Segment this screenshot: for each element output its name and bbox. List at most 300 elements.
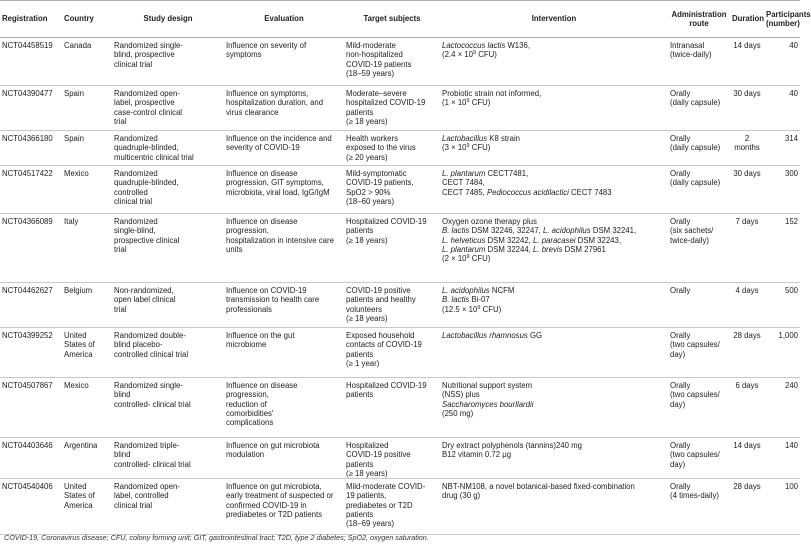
evaluation-line: symptoms [226, 50, 262, 60]
target-subjects-line: (18–60 years) [346, 196, 395, 206]
intervention-text: CFU) [476, 50, 497, 60]
target-subjects-line: (≥ 20 years) [346, 152, 388, 162]
header-participants: Participants (number) [764, 1, 800, 38]
study-design-line: clinical trial [114, 500, 153, 510]
study-design-line: blind [114, 450, 131, 460]
administration-route-cell [668, 86, 730, 131]
intervention-text: CFU) [469, 143, 491, 153]
intervention-text: DSM 32242, [485, 235, 534, 245]
target-subjects-line: volunteers [346, 304, 382, 314]
intervention-text: Oxygen ozone therapy plus [442, 217, 537, 226]
administration-route-line: day) [670, 349, 686, 359]
country-line: Italy [64, 217, 79, 226]
species-name: Lactobacillus [442, 134, 488, 143]
study-design-line: Randomized single- [114, 381, 183, 390]
header-row [0, 1, 800, 38]
study-design-line: controlled- clinical trial [114, 459, 191, 469]
study-design-line: blind placebo- [114, 340, 163, 350]
target-subjects-line: (18–59 years) [346, 68, 395, 78]
header-evaluation: Evaluation [224, 1, 344, 38]
target-subjects-line: COVID-19 positive [346, 286, 411, 295]
duration-cell: 30 days [730, 86, 764, 131]
table-row [0, 328, 800, 378]
administration-route-cell [668, 166, 730, 214]
intervention-line [442, 331, 666, 340]
evaluation-line: Influence on COVID-19 [226, 286, 307, 295]
target-subjects-cell [344, 283, 440, 328]
evaluation-line: Influence on disease [226, 217, 298, 226]
country-line: America [64, 500, 93, 510]
administration-route-line: (daily capsule) [670, 143, 721, 153]
study-design-line: trial [114, 304, 127, 314]
intervention-line [442, 441, 666, 450]
study-design-line: Randomized double- [114, 331, 186, 340]
table-footnote: COVID-19, Coronavirus disease; CFU, colony forming unit; GIT, gastrointestinal tract; T2D, type 2 diabetes; SpO2, oxygen saturation. [4, 533, 429, 542]
table-row [0, 283, 800, 328]
evaluation-line: comorbidities' [226, 408, 274, 418]
country-line: United [64, 331, 87, 340]
country-line: Spain [64, 89, 84, 98]
country-line: States of [64, 340, 95, 350]
registration-cell: NCT04390477 [0, 86, 62, 131]
target-subjects-line: (≥ 18 years) [346, 235, 388, 245]
country-line: Canada [64, 41, 92, 50]
target-subjects-cell [344, 166, 440, 214]
registration-cell: NCT04507867 [0, 378, 62, 438]
target-subjects-line: contacts of COVID-19 [346, 340, 422, 350]
registration-cell: NCT04403646 [0, 438, 62, 479]
registration-cell: NCT04517422 [0, 166, 62, 214]
intervention-text: K8 strain [487, 134, 521, 143]
intervention-cell [440, 283, 668, 328]
evaluation-line: prediabetes or T2D patients [226, 510, 323, 520]
evaluation-line: microbiome [226, 340, 267, 350]
species-name: L. plantarum [442, 169, 486, 178]
species-name: Lactococcus lactis [442, 41, 506, 50]
exponent: 9 [466, 143, 470, 150]
country-cell [62, 328, 112, 378]
target-subjects-line: COVID-19 patients, [346, 178, 414, 188]
study-design-line: quadruple-blinded, [114, 143, 179, 153]
evaluation-line: progression, [226, 390, 269, 400]
header-administration-route: Administration route [668, 1, 730, 38]
administration-route-cell [668, 131, 730, 166]
administration-route-cell [668, 214, 730, 283]
target-subjects-line: Mild-moderate COVID- [346, 482, 426, 492]
evaluation-line: hospitalization in intensive care [226, 235, 334, 245]
country-cell [62, 38, 112, 86]
target-subjects-line: (≥ 18 years) [346, 468, 388, 478]
duration-cell: 6 days [730, 378, 764, 438]
intervention-line [442, 188, 666, 197]
intervention-text: DSM 32243, [575, 235, 622, 245]
evaluation-line: virus clearance [226, 107, 279, 117]
target-subjects-line: 19 patients, [346, 491, 387, 501]
intervention-text: NCFM [489, 286, 515, 295]
study-design-line: trial [114, 244, 127, 254]
administration-route-line: day) [670, 459, 686, 469]
evaluation-line: Influence on gut microbiota [226, 441, 320, 450]
target-subjects-cell [344, 214, 440, 283]
study-design-line: multicentric clinical trial [114, 152, 194, 162]
evaluation-line: Influence on symptoms, [226, 89, 309, 98]
intervention-line [442, 50, 666, 59]
evaluation-line: confirmed COVID-19 in [226, 500, 307, 510]
species-name: L. brevis [533, 244, 563, 254]
target-subjects-line: Moderate–severe [346, 89, 407, 98]
table-row [0, 131, 800, 166]
evaluation-line: units [226, 244, 243, 254]
target-subjects-line: (≥ 18 years) [346, 313, 388, 323]
registration-cell: NCT04399252 [0, 328, 62, 378]
duration-cell: 28 days [730, 328, 764, 378]
study-design-line: case-control clinical [114, 107, 183, 117]
intervention-line [442, 98, 666, 107]
administration-route-line: (six sachets/ [670, 226, 714, 236]
species-name: B. lactis [442, 295, 470, 305]
study-design-cell [112, 283, 224, 328]
target-subjects-line: non-hospitalized [346, 50, 403, 60]
evaluation-line: hospitalization duration, and [226, 98, 324, 108]
intervention-text: DSM 32246, 32247, [469, 226, 543, 236]
country-cell [62, 166, 112, 214]
intervention-line [442, 245, 666, 254]
administration-route-cell [668, 328, 730, 378]
administration-route-cell [668, 438, 730, 479]
administration-route-line: Orally [670, 217, 691, 226]
administration-route-line: Orally [670, 286, 691, 295]
target-subjects-line: Health workers [346, 134, 398, 143]
administration-route-line: (daily capsule) [670, 98, 721, 108]
administration-route-line: (4 times-daily) [670, 491, 719, 501]
participants-cell: 140 [764, 438, 800, 479]
registration-cell: NCT04540406 [0, 479, 62, 535]
table-row [0, 438, 800, 479]
intervention-line [442, 89, 666, 98]
duration-cell: 7 days [730, 214, 764, 283]
participants-cell: 40 [764, 38, 800, 86]
study-design-line: clinical trial [114, 59, 153, 69]
evaluation-cell [224, 214, 344, 283]
evaluation-line: professionals [226, 304, 272, 314]
intervention-line [442, 217, 666, 226]
intervention-text: CECT 7483 [568, 187, 612, 197]
study-design-line: prospective clinical [114, 235, 180, 245]
evaluation-cell [224, 86, 344, 131]
intervention-text: (3 × 10 [442, 143, 467, 153]
intervention-line [442, 178, 666, 187]
country-cell [62, 479, 112, 535]
evaluation-line: reduction of [226, 399, 267, 409]
country-line: Spain [64, 134, 84, 143]
target-subjects-line: Mild-symptomatic [346, 169, 407, 178]
target-subjects-cell [344, 438, 440, 479]
intervention-line [442, 482, 666, 491]
target-subjects-line: SpO2 > 90% [346, 187, 391, 197]
study-design-line: Randomized [114, 134, 158, 143]
study-design-cell [112, 438, 224, 479]
evaluation-cell [224, 283, 344, 328]
study-design-line: Randomized [114, 217, 158, 226]
country-line: America [64, 349, 93, 359]
study-design-line: label, controlled [114, 491, 169, 501]
study-design-line: trial [114, 116, 127, 126]
header-country: Country [62, 1, 112, 38]
duration-cell: 14 days [730, 38, 764, 86]
registration-cell: NCT04366089 [0, 214, 62, 283]
study-design-cell [112, 328, 224, 378]
target-subjects-line: patients [346, 226, 374, 236]
study-design-cell [112, 378, 224, 438]
administration-route-line: (two capsules/ [670, 450, 720, 460]
intervention-line [442, 254, 666, 263]
intervention-line [442, 491, 666, 500]
intervention-text: (12.5 × 10 [442, 304, 478, 314]
intervention-line [442, 450, 666, 459]
country-line: Mexico [64, 169, 89, 178]
intervention-line [442, 381, 666, 390]
intervention-text: DSM 27961 [562, 244, 606, 254]
target-subjects-line: Hospitalized [346, 441, 389, 450]
exponent: 9 [473, 50, 477, 57]
intervention-text: Dry extract polyphenols (tannins)240 mg [442, 441, 582, 450]
header-intervention: Intervention [440, 1, 668, 38]
intervention-text: CFU) [480, 304, 502, 314]
intervention-text: (NSS) plus [442, 390, 480, 400]
intervention-cell [440, 328, 668, 378]
participants-cell: 300 [764, 166, 800, 214]
evaluation-line: progression, [226, 226, 269, 236]
study-design-line: clinical trial [114, 196, 153, 206]
study-design-line: controlled [114, 187, 148, 197]
species-name: B. lactis [442, 226, 470, 236]
administration-route-line: Orally [670, 89, 691, 98]
intervention-line [442, 143, 666, 152]
intervention-line [442, 236, 666, 245]
intervention-text: drug (30 g) [442, 491, 481, 501]
intervention-text: (2 × 10 [442, 254, 467, 264]
administration-route-cell [668, 479, 730, 535]
study-design-line: Randomized triple- [114, 441, 180, 450]
administration-route-line: Orally [670, 134, 691, 143]
exponent: 9 [466, 254, 470, 261]
participants-cell: 152 [764, 214, 800, 283]
target-subjects-line: (18–69 years) [346, 519, 395, 529]
administration-route-cell [668, 283, 730, 328]
evaluation-line: Influence on gut microbiota, [226, 482, 322, 492]
table-body [0, 38, 800, 535]
target-subjects-line: Hospitalized COVID-19 [346, 217, 427, 226]
species-name: Saccharomyces bourllardii [442, 399, 534, 409]
target-subjects-line: patients [346, 349, 374, 359]
intervention-line [442, 400, 666, 409]
intervention-line [442, 226, 666, 235]
intervention-text: (1 × 10 [442, 98, 467, 108]
intervention-text: Bi-07 [469, 295, 490, 305]
target-subjects-cell [344, 38, 440, 86]
country-cell [62, 438, 112, 479]
target-subjects-cell [344, 131, 440, 166]
country-line: Belgium [64, 286, 93, 295]
intervention-text: Nutritional support system [442, 381, 533, 390]
target-subjects-line: Mild-moderate [346, 41, 396, 50]
species-name: Lactobacillus rhamnosus [442, 331, 528, 340]
target-subjects-cell [344, 479, 440, 535]
intervention-line [442, 409, 666, 418]
country-line: States of [64, 491, 95, 501]
study-design-cell [112, 86, 224, 131]
evaluation-line: progression, GIT symptoms, [226, 178, 324, 188]
intervention-cell [440, 479, 668, 535]
intervention-line [442, 305, 666, 314]
intervention-cell [440, 438, 668, 479]
administration-route-line: Orally [670, 482, 691, 492]
evaluation-cell [224, 166, 344, 214]
species-name: L. plantarum [442, 244, 486, 254]
administration-route-line: (two capsules/ [670, 340, 720, 350]
evaluation-cell [224, 131, 344, 166]
intervention-text: GG [527, 331, 543, 340]
target-subjects-cell [344, 328, 440, 378]
administration-route-line: Orally [670, 331, 691, 340]
study-design-line: Randomized open- [114, 482, 180, 492]
species-name: L. acidophilus [442, 286, 490, 295]
participants-cell: 314 [764, 131, 800, 166]
target-subjects-line: patients [346, 107, 374, 117]
target-subjects-line: patients [346, 510, 374, 520]
intervention-text: CFU) [469, 98, 491, 108]
table-row [0, 38, 800, 86]
evaluation-line: microbiota, viral load, IgG/IgM [226, 187, 330, 197]
study-design-line: blind [114, 390, 131, 400]
target-subjects-line: patients [346, 459, 374, 469]
participants-cell: 40 [764, 86, 800, 131]
exponent: 9 [466, 98, 470, 105]
intervention-text: CECT 7485, [442, 187, 487, 197]
target-subjects-line: patients [346, 390, 374, 400]
administration-route-cell [668, 38, 730, 86]
intervention-text: Probiotic strain not informed, [442, 89, 542, 98]
administration-route-line: twice-daily) [670, 235, 709, 245]
study-design-line: single-blind, [114, 226, 156, 236]
registration-cell: NCT04458519 [0, 38, 62, 86]
duration-cell: 2 months [730, 131, 764, 166]
intervention-cell [440, 131, 668, 166]
table-row [0, 214, 800, 283]
study-design-cell [112, 38, 224, 86]
evaluation-line: Influence on disease [226, 169, 298, 178]
species-name: Pediococcus acidilactici [486, 187, 569, 197]
evaluation-cell [224, 479, 344, 535]
species-name: L. helveticus [442, 235, 486, 245]
participants-cell: 100 [764, 479, 800, 535]
table-row [0, 378, 800, 438]
intervention-text: W136, [505, 41, 530, 50]
registration-cell: NCT04462627 [0, 283, 62, 328]
evaluation-line: Influence on the incidence and [226, 134, 332, 143]
target-subjects-line: prediabetes or T2D [346, 500, 413, 510]
intervention-line [442, 41, 666, 50]
administration-route-line: Orally [670, 441, 691, 450]
evaluation-line: Influence on severity of [226, 41, 307, 50]
study-design-line: quadruple-blinded, [114, 178, 179, 188]
species-name: L. paracasei [533, 235, 576, 245]
country-cell [62, 378, 112, 438]
intervention-line [442, 286, 666, 295]
intervention-text: CFU) [469, 254, 491, 264]
duration-cell: 4 days [730, 283, 764, 328]
study-design-line: blind, prospective [114, 50, 175, 60]
intervention-cell [440, 38, 668, 86]
administration-route-line: Intranasal [670, 41, 705, 50]
header-registration: Registration [0, 1, 62, 38]
intervention-text: B12 vitamin 0.72 μg [442, 450, 512, 460]
evaluation-line: transmission to health care [226, 295, 320, 305]
study-design-cell [112, 131, 224, 166]
evaluation-cell [224, 328, 344, 378]
study-design-line: label, prospective [114, 98, 175, 108]
study-design-line: Randomized open- [114, 89, 180, 98]
target-subjects-line: COVID-19 patients [346, 59, 412, 69]
duration-cell: 28 days [730, 479, 764, 535]
intervention-line [442, 295, 666, 304]
header-target-subjects: Target subjects [344, 1, 440, 38]
intervention-text: CECT 7484, [442, 178, 485, 188]
duration-cell: 14 days [730, 438, 764, 479]
administration-route-line: (two capsules/ [670, 390, 720, 400]
country-line: United [64, 482, 87, 492]
target-subjects-line: patients and healthy [346, 295, 416, 305]
target-subjects-line: Hospitalized COVID-19 [346, 381, 427, 390]
table-row [0, 166, 800, 214]
intervention-text: NBT-NM108, a novel botanical-based fixed-combination [442, 482, 635, 492]
target-subjects-line: hospitalized COVID-19 [346, 98, 426, 108]
target-subjects-line: Exposed household [346, 331, 415, 340]
target-subjects-line: (≥ 18 years) [346, 116, 388, 126]
country-cell [62, 86, 112, 131]
evaluation-line: early treatment of suspected or [226, 491, 334, 501]
evaluation-line: complications [226, 418, 274, 428]
species-name: L. acidophilus [542, 226, 591, 236]
administration-route-line: Orally [670, 381, 691, 390]
intervention-text: DSM 32241, [590, 226, 637, 236]
study-design-line: Non-randomized, [114, 286, 174, 295]
evaluation-line: Influence on the gut [226, 331, 295, 340]
administration-route-cell [668, 378, 730, 438]
evaluation-line: severity of COVID-19 [226, 143, 300, 153]
country-cell [62, 131, 112, 166]
target-subjects-cell [344, 378, 440, 438]
header-study-design: Study design [112, 1, 224, 38]
target-subjects-line: COVID-19 positive [346, 450, 411, 460]
participants-cell: 240 [764, 378, 800, 438]
evaluation-cell [224, 38, 344, 86]
evaluation-cell [224, 438, 344, 479]
study-design-line: Randomized [114, 169, 158, 178]
administration-route-line: day) [670, 399, 686, 409]
intervention-cell [440, 214, 668, 283]
intervention-cell [440, 378, 668, 438]
evaluation-cell [224, 378, 344, 438]
evaluation-line: Influence on disease [226, 381, 298, 390]
participants-cell: 1,000 [764, 328, 800, 378]
intervention-text: (250 mg) [442, 408, 474, 418]
study-design-line: open label clinical [114, 295, 176, 305]
intervention-text: (2.4 × 10 [442, 50, 473, 60]
table-row [0, 86, 800, 131]
evaluation-line: modulation [226, 450, 265, 460]
header-duration: Duration [730, 1, 764, 38]
